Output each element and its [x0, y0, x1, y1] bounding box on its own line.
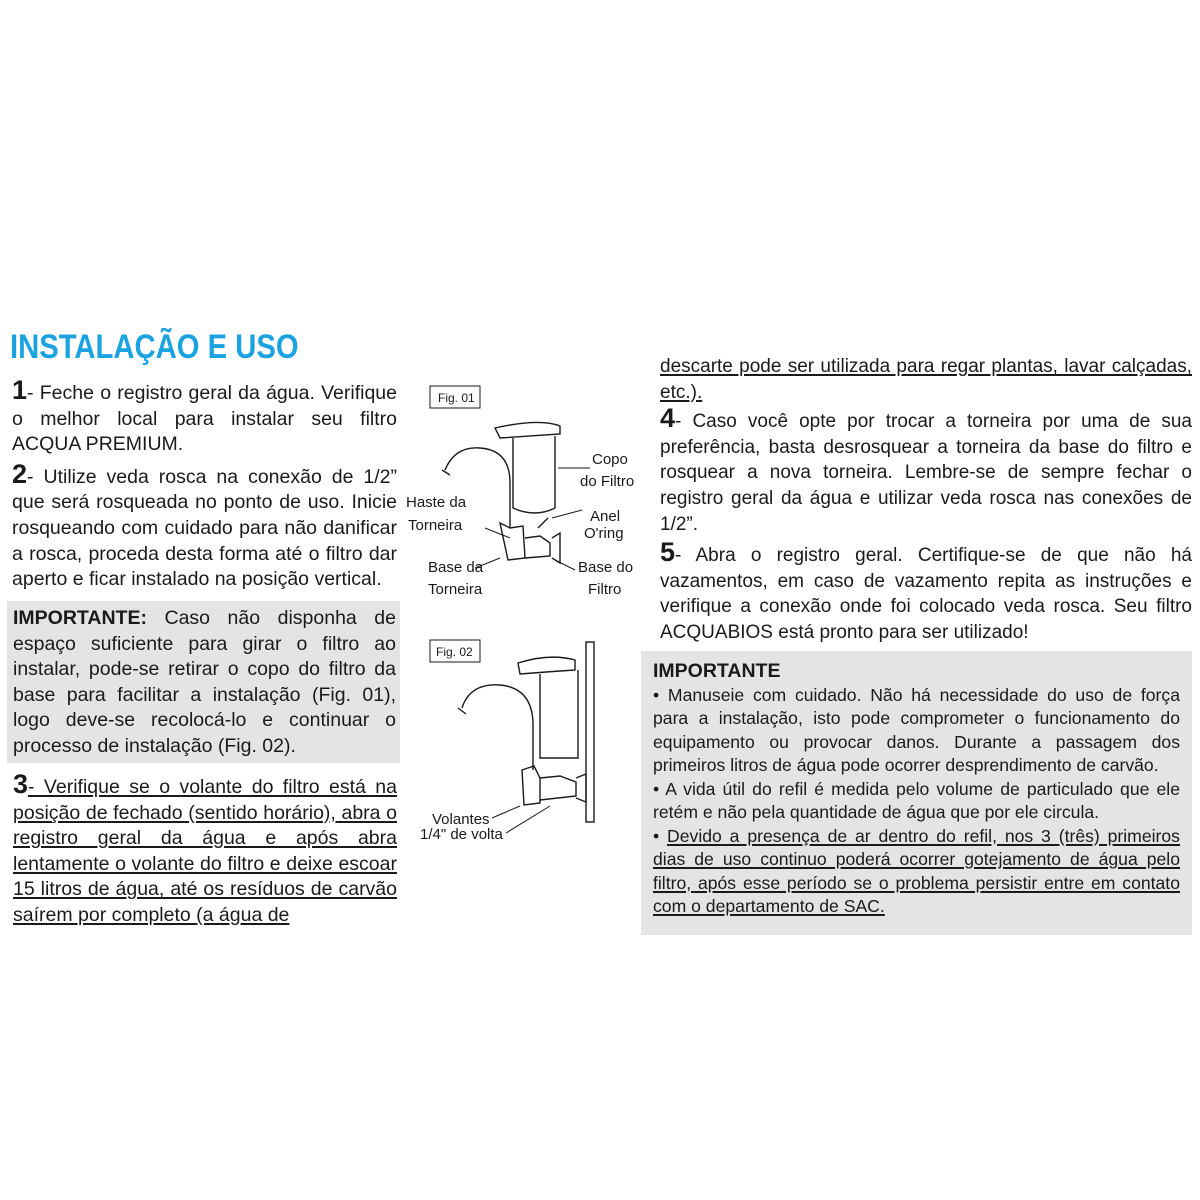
left-column	[12, 375, 397, 593]
fig-01-drawing	[442, 422, 560, 563]
fig-02-drawing	[458, 642, 594, 822]
step-2	[12, 458, 397, 593]
label-copo-1: Copo	[592, 451, 628, 468]
step-1-number: 1	[12, 375, 28, 405]
step-3-text: - Verifique se o volante do filtro está na posição de fechado (sentido horário), abra o registro geral da água e após abra lentamente o volante do filtro e deixe escoar 15 litros de água, até os resíduos de carvão saírem por completo (a água de	[13, 776, 397, 926]
step-2-number: 2	[12, 458, 28, 489]
step-3	[13, 769, 397, 929]
important-bullet-2: • A vida útil do refil é medida pelo volume de particulado que ele retém e não pela quantidade de água que por ele circula.	[653, 778, 1180, 822]
step-4	[660, 403, 1192, 537]
step-3-number: 3	[13, 769, 29, 799]
label-haste-1: Haste da	[406, 494, 467, 511]
right-column	[660, 354, 1192, 646]
important-label: IMPORTANTE:	[13, 607, 147, 629]
step-5	[660, 537, 1192, 645]
label-haste-2: Torneira	[408, 517, 463, 534]
step-4-text: - Caso você opte por trocar a torneira por uma de sua preferência, basta desrosquear a torneira da base do filtro e rosquear a nova torneira. Lembre-se de sempre fechar o registro geral da água e utilizar veda rosca nas conexões de 1/2”.	[660, 411, 1192, 535]
label-base-torneira-2: Torneira	[428, 581, 483, 598]
fig-01-leaders	[475, 468, 590, 570]
installation-figures	[400, 378, 645, 848]
step-3-continued: descarte pode ser utilizada para regar plantas, lavar calçadas, etc.).	[660, 356, 1192, 403]
label-copo-2: do Filtro	[580, 473, 635, 490]
step-1-text: - Feche o registro geral da água. Verifique o melhor local para instalar seu filtro ACQUA PREMIUM.	[12, 382, 397, 456]
label-anel-2: O'ring	[584, 525, 624, 542]
step-5-number: 5	[660, 537, 676, 568]
step-5-text: - Abra o registro geral. Certifique-se de que não há vazamentos, em caso de vazamento repita as instruções e verifique a conexão onde foi colocado veda rosca. Seu filtro ACQUABIOS está pronto para ser utilizado!	[660, 545, 1192, 643]
important-bullet-3: • Devido a presença de ar dentro do refil, nos 3 (três) primeiros dias de uso continuo poderá ocorrer gotejamento de água pelo filtro, após esse período se o problema persistir entre em contato com o departamento de SAC.	[653, 825, 1180, 916]
important-note-left	[13, 606, 396, 760]
important-text: Caso não disponha de espaço suficiente para girar o filtro ao instalar, pode-se retirar o copo do filtro da base para facilitar a instalação (Fig. 01), logo deve-se recolocá-lo e continuar o processo de instalação (Fig. 02).	[13, 607, 396, 757]
label-volantes-2: 1/4" de volta	[420, 826, 503, 843]
step-1	[12, 375, 397, 458]
page-title: INSTALAÇÃO E USO	[10, 328, 299, 366]
step-4-number: 4	[660, 403, 676, 434]
label-base-torneira-1: Base da	[428, 559, 484, 576]
fig-01-label: Fig. 01	[438, 391, 475, 405]
important-title: IMPORTANTE	[653, 660, 781, 682]
important-bullet-1: • Manuseie com cuidado. Não há necessidade do uso de força para a instalação, isto pode comprometer o funcionamento do equipamento ou provocar danos. Durante a passagem dos primeiros litros de água pode ocorrer desprendimento de carvão.	[653, 684, 1180, 775]
label-base-filtro-2: Filtro	[588, 581, 622, 598]
label-anel-1: Anel	[590, 508, 621, 525]
fig-02-label: Fig. 02	[436, 645, 473, 659]
step-2-text: - Utilize veda rosca na conexão de 1/2” que será rosqueada no ponto de uso. Inicie rosqueando com cuidado para não danificar a rosca, proceda desta forma até o filtro dar aperto e ficar instalado na posição vertical.	[12, 465, 397, 591]
important-note-right	[653, 660, 1180, 919]
label-base-filtro-1: Base do	[578, 559, 634, 576]
label-volantes-1: Volantes	[432, 811, 490, 828]
